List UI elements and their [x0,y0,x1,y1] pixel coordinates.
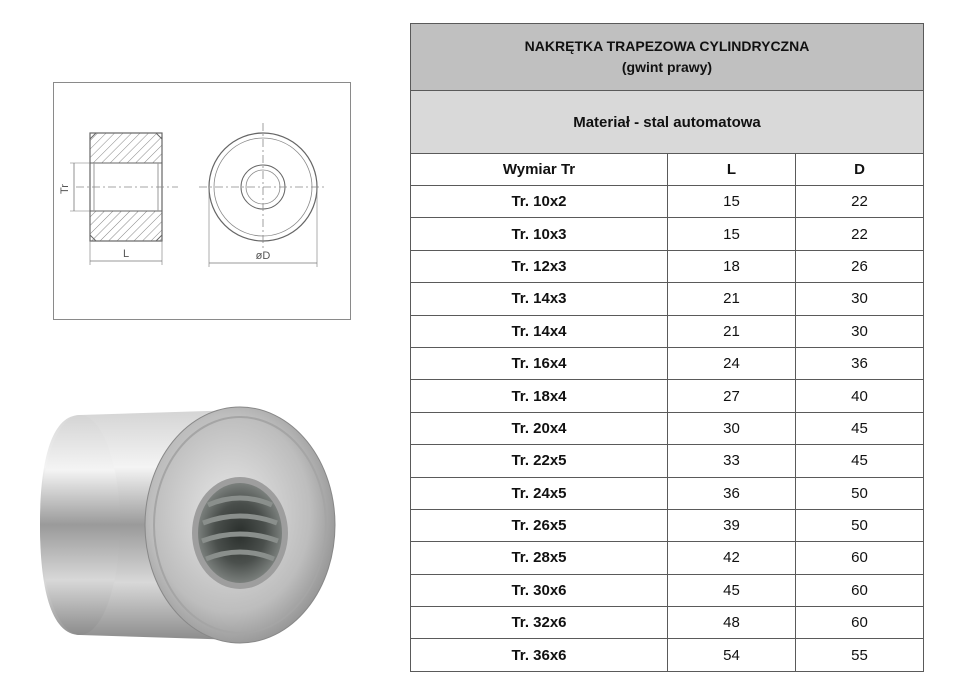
cell-l: 15 [668,186,796,218]
cell-d: 60 [796,607,924,639]
table-title-line1: NAKRĘTKA TRAPEZOWA CYLINDRYCZNA [524,38,810,54]
table-row [411,542,924,574]
table-row [411,509,924,541]
spec-table [410,23,924,672]
header-d: D [796,154,924,186]
cell-d: 26 [796,250,924,282]
cell-size: Tr. 10x3 [411,218,668,250]
cell-l: 21 [668,315,796,347]
table-row [411,315,924,347]
side-section-view [59,133,178,265]
cell-size: Tr. 26x5 [411,509,668,541]
table-row [411,250,924,282]
table-row [411,283,924,315]
table-row [411,412,924,444]
cell-size: Tr. 18x4 [411,380,668,412]
cell-l: 24 [668,347,796,379]
cell-d: 60 [796,574,924,606]
cell-d: 30 [796,283,924,315]
table-row [411,186,924,218]
cell-size: Tr. 16x4 [411,347,668,379]
cell-d: 36 [796,347,924,379]
tr-dimension-label: Tr [59,184,71,194]
header-size: Wymiar Tr [411,154,668,186]
table-row [411,380,924,412]
l-dimension-label: L [122,248,130,260]
cell-size: Tr. 12x3 [411,250,668,282]
table-row [411,607,924,639]
cell-size: Tr. 20x4 [411,412,668,444]
table-row [411,445,924,477]
material-label: Materiał - stal automatowa [411,91,924,154]
cell-l: 33 [668,445,796,477]
table-row [411,639,924,671]
front-view [199,123,327,267]
cell-size: Tr. 22x5 [411,445,668,477]
cell-l: 39 [668,509,796,541]
material-row [411,91,924,154]
cell-d: 60 [796,542,924,574]
cell-l: 21 [668,283,796,315]
cell-l: 27 [668,380,796,412]
nut-drawing-svg [54,83,352,321]
table-title [411,24,924,91]
table-row [411,477,924,509]
cell-l: 15 [668,218,796,250]
cell-size: Tr. 32x6 [411,607,668,639]
header-l: L [668,154,796,186]
cell-l: 42 [668,542,796,574]
cell-l: 36 [668,477,796,509]
table-title-line2: (gwint prawy) [621,59,713,75]
cell-size: Tr. 14x3 [411,283,668,315]
product-photo [40,395,340,655]
cell-d: 50 [796,477,924,509]
table-row [411,218,924,250]
cell-size: Tr. 36x6 [411,639,668,671]
table-title-row [411,24,924,91]
cell-d: 40 [796,380,924,412]
cell-d: 22 [796,186,924,218]
cell-d: 50 [796,509,924,541]
cell-d: 30 [796,315,924,347]
cell-d: 45 [796,445,924,477]
cell-l: 30 [668,412,796,444]
cell-l: 45 [668,574,796,606]
cell-size: Tr. 14x4 [411,315,668,347]
cell-size: Tr. 28x5 [411,542,668,574]
cell-size: Tr. 24x5 [411,477,668,509]
cell-l: 54 [668,639,796,671]
cell-l: 48 [668,607,796,639]
cell-d: 55 [796,639,924,671]
cell-d: 22 [796,218,924,250]
table-row [411,574,924,606]
d-dimension-label: øD [255,250,271,262]
technical-drawing [53,82,351,320]
cell-d: 45 [796,412,924,444]
nut-photo-illustration [40,395,340,655]
cell-l: 18 [668,250,796,282]
header-row [411,154,924,186]
cell-size: Tr. 10x2 [411,186,668,218]
cell-size: Tr. 30x6 [411,574,668,606]
table-row [411,347,924,379]
